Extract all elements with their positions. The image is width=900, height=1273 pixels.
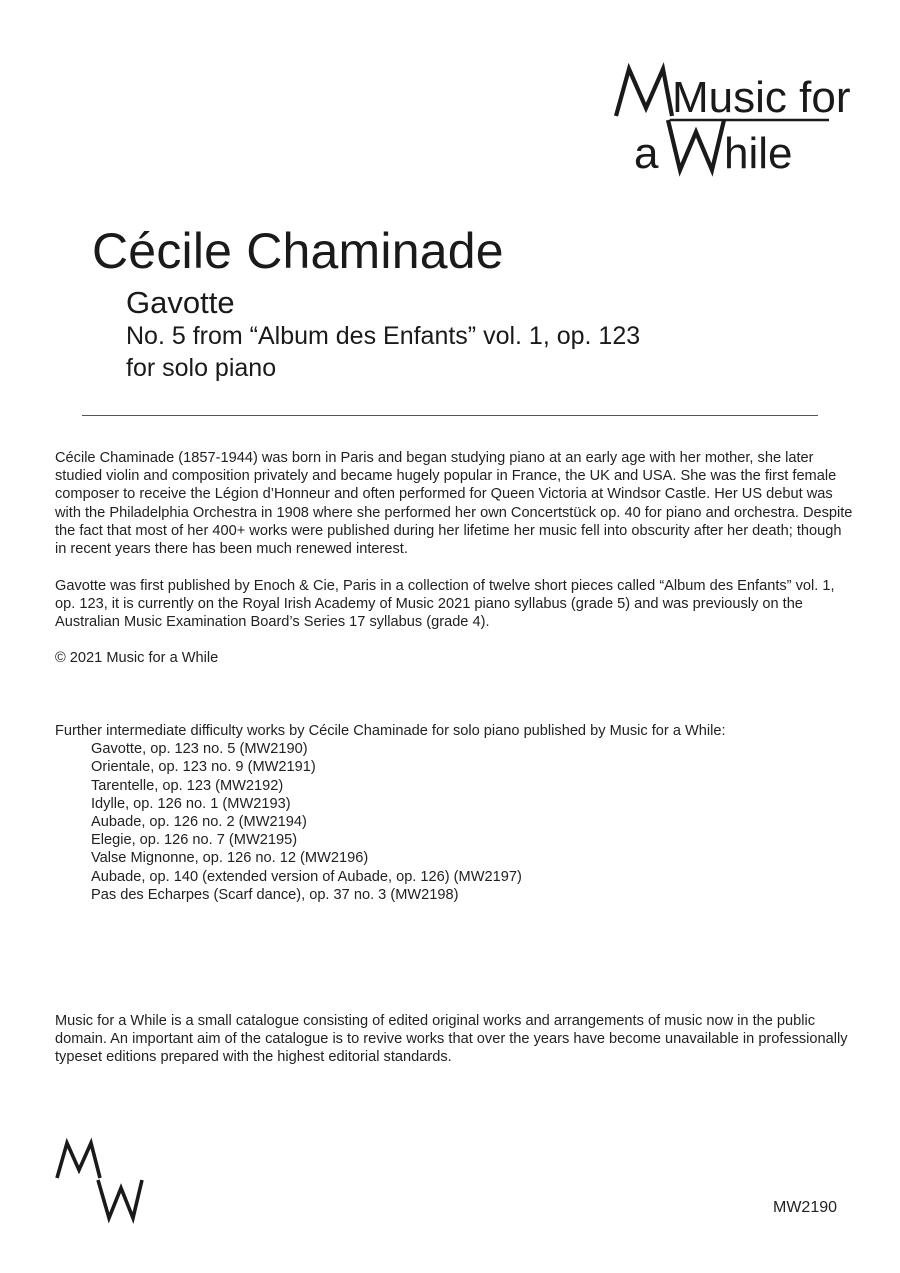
logo-line1: Music for xyxy=(672,73,851,122)
work-heading xyxy=(126,286,640,384)
list-item: Elegie, op. 126 no. 7 (MW2195) xyxy=(91,832,298,849)
work-subtitle: No. 5 from “Album des Enfants” vol. 1, op. 123 xyxy=(126,322,641,350)
further-works xyxy=(55,722,855,904)
list-item: Gavotte, op. 123 no. 5 (MW2190) xyxy=(91,741,308,758)
further-works-heading: Further intermediate difficulty works by Cécile Chaminade for solo piano published by Music for a While: xyxy=(55,723,726,739)
mw-monogram-logo xyxy=(54,1140,144,1222)
list-item: Pas des Echarpes (Scarf dance), op. 37 no. 3 (MW2198) xyxy=(91,886,459,903)
publisher-logo xyxy=(612,62,851,178)
list-item: Aubade, op. 140 (extended version of Aubade, op. 126) (MW2197) xyxy=(91,868,522,885)
copyright-notice: © 2021 Music for a While xyxy=(55,650,219,666)
list-item: Valse Mignonne, op. 126 no. 12 (MW2196) xyxy=(91,850,369,867)
logo-line2-rest: hile xyxy=(724,129,793,178)
further-works-list xyxy=(55,740,855,904)
about-paragraph: Music for a While is a small catalogue consisting of edited original works and arrangements of music now in the public domain. An important aim of the catalogue is to revive works that over the years have become unavailable in professionally typeset editions prepared with the highest editorial standards. xyxy=(55,1013,848,1066)
catalogue-code: MW2190 xyxy=(773,1199,838,1216)
work-instrumentation: for solo piano xyxy=(126,354,277,382)
list-item: Orientale, op. 123 no. 9 (MW2191) xyxy=(91,759,316,776)
biography-paragraph: Cécile Chaminade (1857-1944) was born in Paris and began studying piano at an early age with her mother, she later studied violin and composition privately and became hugely popular in France, the UK and USA. She was the first female composer to receive the Légion d’Honneur and often performed for Queen Victoria at Windsor Castle. Her US debut was with the Philadelphia Orchestra in 1908 where she performed her own Concertstück op. 40 for piano and orchestra. Despite the fact that most of her 400+ works were published during her lifetime her music fell into obscurity after her death; though in recent years there has been much renewed interest. xyxy=(55,450,853,558)
work-title: Gavotte xyxy=(126,285,235,320)
logo-line2-a: a xyxy=(634,129,659,178)
publication-paragraph: Gavotte was first published by Enoch & Cie, Paris in a collection of twelve short pieces called “Album des Enfants” vol. 1, op. 123, it is currently on the Royal Irish Academy of Music 2021 piano syllabus (grade 5) and was previously on the Australian Music Examination Board’s Series 17 syllabus (grade 4). xyxy=(55,578,835,631)
divider-rule xyxy=(82,415,818,416)
list-item: Idylle, op. 126 no. 1 (MW2193) xyxy=(91,795,291,812)
composer-name: Cécile Chaminade xyxy=(92,223,504,279)
list-item: Tarentelle, op. 123 (MW2192) xyxy=(91,777,284,794)
list-item: Aubade, op. 126 no. 2 (MW2194) xyxy=(91,814,307,831)
